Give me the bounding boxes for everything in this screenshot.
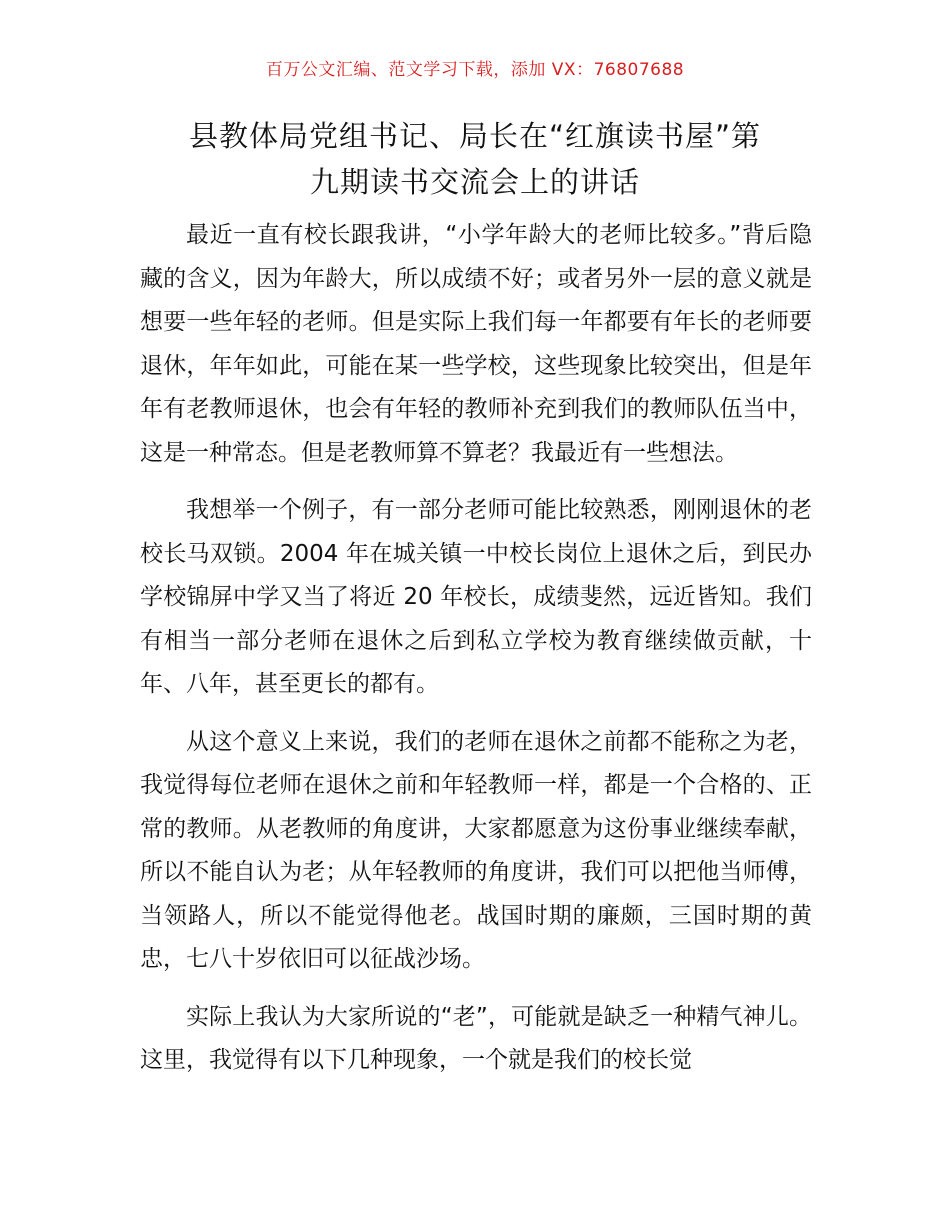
header-banner: 百万公文汇编、范文学习下载，添加 VX：76807688 bbox=[265, 60, 685, 80]
paragraph-4: 实际上我认为大家所说的“老”，可能就是缺乏一种精气神儿。这里，我觉得有以下几种现象，一个就是我们的校长觉 bbox=[140, 1003, 812, 1073]
title-line-2: 九期读书交流会上的讲话 bbox=[309, 165, 640, 199]
document-title bbox=[120, 113, 830, 205]
paragraph-2: 我想举一个例子，有一部分老师可能比较熟悉，刚刚退休的老校长马双锁。2004 年在城关镇一中校长岗位上退休之后，到民办学校锦屏中学又当了将近 20 年校长，成绩斐然，远近皆知。我们有相当一部分老师在退休之后到私立学校为教育继续做贡献，十年、八年，甚至更长的都有。 bbox=[140, 497, 812, 697]
title-line-1: 县教体局党组书记、局长在“红旗读书屋”第 bbox=[188, 119, 762, 153]
paragraph-3: 从这个意义上来说，我们的老师在退休之前都不能称之为老，我觉得每位老师在退休之前和年轻教师一样，都是一个合格的、正常的教师。从老教师的角度讲，大家都愿意为这份事业继续奉献，所以不能自认为老；从年轻教师的角度讲，我们可以把他当师傅，当领路人，所以不能觉得他老。战国时期的廉颇，三国时期的黄忠，七八十岁依旧可以征战沙场。 bbox=[140, 728, 812, 972]
paragraph-1: 最近一直有校长跟我讲，“小学年龄大的老师比较多。”背后隐藏的含义，因为年龄大，所以成绩不好；或者另外一层的意义就是想要一些年轻的老师。但是实际上我们每一年都要有年长的老师要退休，年年如此，可能在某一些学校，这些现象比较突出，但是年年有老教师退休，也会有年轻的教师补充到我们的教师队伍当中，这是一种常态。但是老教师算不算老？我最近有一些想法。 bbox=[140, 222, 812, 466]
document-body bbox=[140, 214, 812, 1097]
